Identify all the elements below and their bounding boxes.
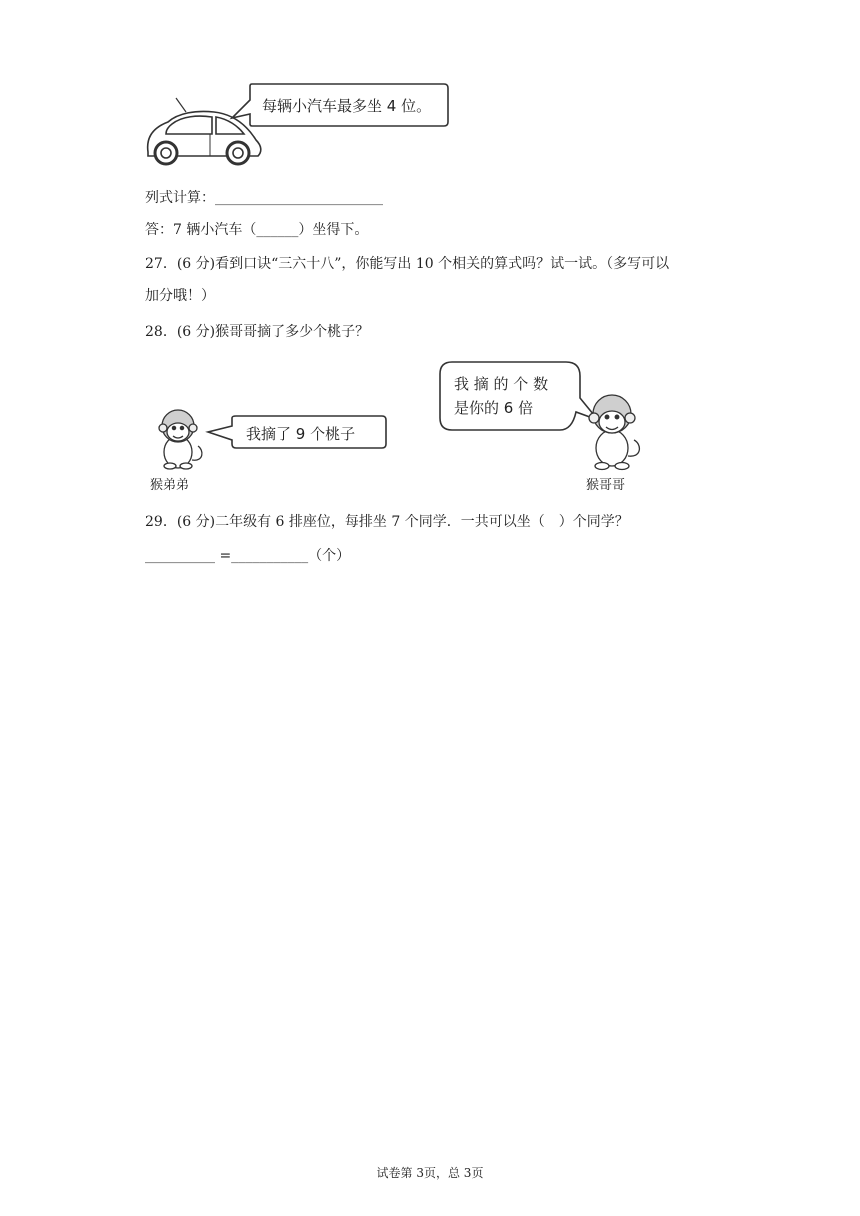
younger-bubble-text: 我摘了 9 个桃子 xyxy=(246,425,356,443)
page-footer: 试卷第 3页，总 3页 xyxy=(376,1166,484,1180)
q29-answer-line: __________ =___________（个） xyxy=(145,548,351,564)
formula-line: 列式计算：________________________ xyxy=(145,190,383,206)
monkey-older-illustration xyxy=(589,395,639,470)
answer-line: 答：7 辆小汽车（______）坐得下。 xyxy=(145,222,369,238)
q27-text-line1: 27．(6 分)看到口诀“三六十八”，你能写出 10 个相关的算式吗？试一试。（多写可以 xyxy=(145,256,670,272)
younger-monkey-label: 猴弟弟 xyxy=(150,478,190,493)
car-bubble-text: 每辆小汽车最多坐 4 位。 xyxy=(262,97,432,115)
older-monkey-label: 猴哥哥 xyxy=(586,478,626,493)
q28-text: 28．(6 分)猴哥哥摘了多少个桃子？ xyxy=(145,324,370,340)
older-bubble-text-line1: 我 摘 的 个 数 xyxy=(454,375,549,393)
monkey-younger-illustration xyxy=(159,410,202,469)
q27-text-line2: 加分哦！） xyxy=(145,288,215,304)
older-bubble-text-line2: 是你的 6 倍 xyxy=(454,399,534,417)
q29-text: 29．(6 分)二年级有 6 排座位，每排坐 7 个同学．一共可以坐（ ）个同学？ xyxy=(145,514,629,530)
